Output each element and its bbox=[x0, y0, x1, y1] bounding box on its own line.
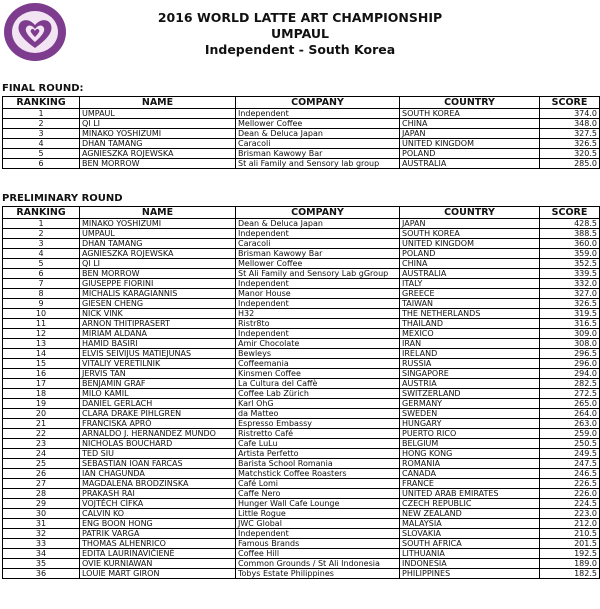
table-header-row bbox=[3, 207, 600, 219]
col-name: NAME bbox=[80, 207, 236, 219]
cell-score: 326.5 bbox=[540, 299, 600, 309]
cell-rank: 12 bbox=[3, 329, 80, 339]
table-row bbox=[3, 489, 600, 499]
cell-score: 201.5 bbox=[540, 539, 600, 549]
cell-name: DANIEL GERLACH bbox=[80, 399, 236, 409]
cell-score: 348.0 bbox=[540, 119, 600, 129]
cell-country: THE NETHERLANDS bbox=[400, 309, 540, 319]
cell-name: QI LI bbox=[80, 119, 236, 129]
cell-score: 226.0 bbox=[540, 489, 600, 499]
cell-rank: 30 bbox=[3, 509, 80, 519]
cell-score: 316.5 bbox=[540, 319, 600, 329]
cell-score: 246.5 bbox=[540, 469, 600, 479]
cell-name: MILO KAMIL bbox=[80, 389, 236, 399]
cell-country: CHINA bbox=[400, 119, 540, 129]
cell-name: DHAN TAMANG bbox=[80, 239, 236, 249]
cell-company: Mellower Coffee bbox=[236, 119, 400, 129]
cell-name: MINAKO YOSHIZUMI bbox=[80, 219, 236, 229]
table-row bbox=[3, 429, 600, 439]
cell-score: 309.0 bbox=[540, 329, 600, 339]
cell-score: 247.5 bbox=[540, 459, 600, 469]
cell-company: St ali Family and Sensory lab group bbox=[236, 159, 400, 169]
table-row bbox=[3, 439, 600, 449]
table-row bbox=[3, 399, 600, 409]
final-round-title: FINAL ROUND: bbox=[2, 83, 84, 94]
table-row bbox=[3, 519, 600, 529]
cell-country: AUSTRALIA bbox=[400, 159, 540, 169]
cell-rank: 11 bbox=[3, 319, 80, 329]
table-row bbox=[3, 299, 600, 309]
cell-country: CANADA bbox=[400, 469, 540, 479]
cell-score: 189.0 bbox=[540, 559, 600, 569]
cell-name: GIESEN CHENG bbox=[80, 299, 236, 309]
cell-rank: 15 bbox=[3, 359, 80, 369]
cell-country: IRELAND bbox=[400, 349, 540, 359]
cell-country: MEXICO bbox=[400, 329, 540, 339]
table-row bbox=[3, 359, 600, 369]
table-row bbox=[3, 159, 600, 169]
cell-score: 339.5 bbox=[540, 269, 600, 279]
cell-score: 308.0 bbox=[540, 339, 600, 349]
cell-score: 352.5 bbox=[540, 259, 600, 269]
cell-rank: 13 bbox=[3, 339, 80, 349]
cell-company: Caracoli bbox=[236, 139, 400, 149]
cell-company: Barista School Romania bbox=[236, 459, 400, 469]
cell-country: SWITZERLAND bbox=[400, 389, 540, 399]
cell-company: Karl OhG bbox=[236, 399, 400, 409]
cell-country: THAILAND bbox=[400, 319, 540, 329]
cell-company: Coffee Hill bbox=[236, 549, 400, 559]
cell-rank: 10 bbox=[3, 309, 80, 319]
table-row bbox=[3, 459, 600, 469]
cell-name: VITALIY VERETILNIK bbox=[80, 359, 236, 369]
col-score: SCORE bbox=[540, 97, 600, 109]
cell-rank: 23 bbox=[3, 439, 80, 449]
cell-country: HUNGARY bbox=[400, 419, 540, 429]
cell-score: 249.5 bbox=[540, 449, 600, 459]
cell-rank: 5 bbox=[3, 259, 80, 269]
cell-rank: 4 bbox=[3, 249, 80, 259]
table-header-row bbox=[3, 97, 600, 109]
table-row bbox=[3, 499, 600, 509]
cell-country: UNITED KINGDOM bbox=[400, 239, 540, 249]
cell-name: BEN MORROW bbox=[80, 159, 236, 169]
cell-name: HAMID BASIRI bbox=[80, 339, 236, 349]
table-row bbox=[3, 229, 600, 239]
cell-score: 210.5 bbox=[540, 529, 600, 539]
cell-company: Independent bbox=[236, 529, 400, 539]
cell-company: H32 bbox=[236, 309, 400, 319]
cell-score: 319.5 bbox=[540, 309, 600, 319]
table-row bbox=[3, 469, 600, 479]
cell-company: Hunger Wall Cafe Lounge bbox=[236, 499, 400, 509]
cell-name: TED SIU bbox=[80, 449, 236, 459]
cell-score: 192.5 bbox=[540, 549, 600, 559]
cell-score: 212.0 bbox=[540, 519, 600, 529]
cell-rank: 5 bbox=[3, 149, 80, 159]
table-row bbox=[3, 389, 600, 399]
cell-company: Independent bbox=[236, 329, 400, 339]
cell-company: Espresso Embassy bbox=[236, 419, 400, 429]
table-row bbox=[3, 529, 600, 539]
cell-country: ROMANIA bbox=[400, 459, 540, 469]
cell-company: Brisman Kawowy Bar bbox=[236, 149, 400, 159]
cell-rank: 33 bbox=[3, 539, 80, 549]
cell-rank: 31 bbox=[3, 519, 80, 529]
cell-rank: 14 bbox=[3, 349, 80, 359]
cell-name: CALVIN KO bbox=[80, 509, 236, 519]
cell-score: 359.0 bbox=[540, 249, 600, 259]
cell-country: SOUTH AFRICA bbox=[400, 539, 540, 549]
cell-score: 428.5 bbox=[540, 219, 600, 229]
cell-score: 263.0 bbox=[540, 419, 600, 429]
table-row bbox=[3, 509, 600, 519]
cell-name: ARNALDO J. HERNANDEZ MUNDO bbox=[80, 429, 236, 439]
cell-country: PUERTO RICO bbox=[400, 429, 540, 439]
cell-name: BENJAMIN GRAF bbox=[80, 379, 236, 389]
cell-country: PHILIPPINES bbox=[400, 569, 540, 579]
col-ranking: RANKING bbox=[3, 207, 80, 219]
table-row bbox=[3, 309, 600, 319]
table-row bbox=[3, 119, 600, 129]
cell-rank: 9 bbox=[3, 299, 80, 309]
cell-rank: 8 bbox=[3, 289, 80, 299]
final-round-table bbox=[2, 96, 600, 169]
cell-score: 332.0 bbox=[540, 279, 600, 289]
cell-rank: 3 bbox=[3, 239, 80, 249]
table-row bbox=[3, 449, 600, 459]
cell-name: ENG BOON HONG bbox=[80, 519, 236, 529]
cell-company: Manor House bbox=[236, 289, 400, 299]
table-row bbox=[3, 109, 600, 119]
cell-country: SOUTH KOREA bbox=[400, 109, 540, 119]
cell-rank: 1 bbox=[3, 219, 80, 229]
cell-rank: 24 bbox=[3, 449, 80, 459]
table-row bbox=[3, 549, 600, 559]
cell-company: Caracoli bbox=[236, 239, 400, 249]
cell-company: Independent bbox=[236, 279, 400, 289]
cell-name: FRANCISKA APRÓ bbox=[80, 419, 236, 429]
col-score: SCORE bbox=[540, 207, 600, 219]
cell-score: 360.0 bbox=[540, 239, 600, 249]
cell-country: UNITED KINGDOM bbox=[400, 139, 540, 149]
cell-country: POLAND bbox=[400, 249, 540, 259]
table-row bbox=[3, 319, 600, 329]
preliminary-rows bbox=[3, 219, 600, 579]
cell-country: FRANCE bbox=[400, 479, 540, 489]
cell-rank: 25 bbox=[3, 459, 80, 469]
cell-name: PATRIK VARGA bbox=[80, 529, 236, 539]
table-row bbox=[3, 219, 600, 229]
winner-name: UMPAUL bbox=[270, 26, 329, 41]
col-country: COUNTRY bbox=[400, 207, 540, 219]
cell-company: Café Lomi bbox=[236, 479, 400, 489]
cell-rank: 29 bbox=[3, 499, 80, 509]
cell-company: Common Grounds / St Ali Indonesia bbox=[236, 559, 400, 569]
cell-country: HONG KONG bbox=[400, 449, 540, 459]
table-row bbox=[3, 559, 600, 569]
cell-name: JERVIS TAN bbox=[80, 369, 236, 379]
cell-score: 327.5 bbox=[540, 129, 600, 139]
cell-rank: 7 bbox=[3, 279, 80, 289]
cell-name: LOUIE MART GIRON bbox=[80, 569, 236, 579]
cell-country: CHINA bbox=[400, 259, 540, 269]
table-row bbox=[3, 269, 600, 279]
cell-company: Independent bbox=[236, 299, 400, 309]
table-row bbox=[3, 539, 600, 549]
cell-country: IRAN bbox=[400, 339, 540, 349]
cell-score: 226.5 bbox=[540, 479, 600, 489]
col-company: COMPANY bbox=[236, 207, 400, 219]
cell-country: GERMANY bbox=[400, 399, 540, 409]
final-rows bbox=[3, 109, 600, 169]
cell-score: 326.5 bbox=[540, 139, 600, 149]
cell-company: Independent bbox=[236, 229, 400, 239]
cell-company: St Ali Family and Sensory Lab gGroup bbox=[236, 269, 400, 279]
cell-company: Coffee Lab Zürich bbox=[236, 389, 400, 399]
table-row bbox=[3, 259, 600, 269]
cell-country: GREECE bbox=[400, 289, 540, 299]
cell-company: Little Rogue bbox=[236, 509, 400, 519]
cell-company: Mellower Coffee bbox=[236, 259, 400, 269]
cell-company: Cafe LuLu bbox=[236, 439, 400, 449]
preliminary-round-title: PRELIMINARY ROUND bbox=[2, 193, 123, 204]
cell-name: IAN CHAGUNDA bbox=[80, 469, 236, 479]
cell-country: INDONESIA bbox=[400, 559, 540, 569]
cell-country: JAPAN bbox=[400, 219, 540, 229]
cell-company: Dean & Deluca Japan bbox=[236, 219, 400, 229]
cell-company: Tobys Estate Philippines bbox=[236, 569, 400, 579]
cell-country: MALAYSIA bbox=[400, 519, 540, 529]
cell-company: Independent bbox=[236, 109, 400, 119]
table-row bbox=[3, 139, 600, 149]
cell-name: DHAN TAMANG bbox=[80, 139, 236, 149]
col-country: COUNTRY bbox=[400, 97, 540, 109]
cell-score: 224.5 bbox=[540, 499, 600, 509]
cell-name: GIUSEPPE FIORINI bbox=[80, 279, 236, 289]
championship-title: 2016 WORLD LATTE ART CHAMPIONSHIP bbox=[157, 10, 443, 25]
cell-score: 296.5 bbox=[540, 349, 600, 359]
col-name: NAME bbox=[80, 97, 236, 109]
table-row bbox=[3, 339, 600, 349]
cell-company: Artista Perfetto bbox=[236, 449, 400, 459]
cell-country: TAIWAN bbox=[400, 299, 540, 309]
table-row bbox=[3, 249, 600, 259]
cell-country: LITHUANIA bbox=[400, 549, 540, 559]
cell-company: Matchstick Coffee Roasters bbox=[236, 469, 400, 479]
cell-country: POLAND bbox=[400, 149, 540, 159]
cell-name: MINAKO YOSHIZUMI bbox=[80, 129, 236, 139]
cell-rank: 4 bbox=[3, 139, 80, 149]
cell-rank: 6 bbox=[3, 159, 80, 169]
cell-company: Kinsmen Coffee bbox=[236, 369, 400, 379]
cell-name: SEBASTIAN IOAN FARCAS bbox=[80, 459, 236, 469]
cell-name: NICK VINK bbox=[80, 309, 236, 319]
cell-country: JAPAN bbox=[400, 129, 540, 139]
cell-score: 296.0 bbox=[540, 359, 600, 369]
cell-rank: 17 bbox=[3, 379, 80, 389]
cell-name: AGNIESZKA ROJEWSKA bbox=[80, 249, 236, 259]
table-row bbox=[3, 129, 600, 139]
cell-name: QI LI bbox=[80, 259, 236, 269]
cell-name: ARNON THITIPRASERT bbox=[80, 319, 236, 329]
cell-name: MAGDALENA BRODZINSKA bbox=[80, 479, 236, 489]
cell-company: JWC Global bbox=[236, 519, 400, 529]
cell-rank: 22 bbox=[3, 429, 80, 439]
cell-rank: 36 bbox=[3, 569, 80, 579]
table-row bbox=[3, 409, 600, 419]
cell-country: UNITED ARAB EMIRATES bbox=[400, 489, 540, 499]
preliminary-round-table bbox=[2, 206, 600, 579]
cell-country: AUSTRALIA bbox=[400, 269, 540, 279]
cell-name: MICHALIS KARAGIANNIS bbox=[80, 289, 236, 299]
cell-country: RUSSIA bbox=[400, 359, 540, 369]
cell-name: NICHOLAS BOUCHARD bbox=[80, 439, 236, 449]
cell-company: da Matteo bbox=[236, 409, 400, 419]
cell-company: Dean & Deluca Japan bbox=[236, 129, 400, 139]
page-header bbox=[0, 10, 600, 58]
cell-company: La Cultura del Caffè bbox=[236, 379, 400, 389]
cell-country: CZECH REPUBLIC bbox=[400, 499, 540, 509]
cell-score: 285.0 bbox=[540, 159, 600, 169]
cell-name: BEN MORROW bbox=[80, 269, 236, 279]
cell-rank: 1 bbox=[3, 109, 80, 119]
cell-company: Caffe Nero bbox=[236, 489, 400, 499]
cell-name: PRAKASH RAI bbox=[80, 489, 236, 499]
cell-name: AGNIESZKA ROJEWSKA bbox=[80, 149, 236, 159]
cell-company: Amir Chocolate bbox=[236, 339, 400, 349]
cell-country: SWEDEN bbox=[400, 409, 540, 419]
winner-affiliation: Independent - South Korea bbox=[204, 42, 396, 57]
cell-score: 265.0 bbox=[540, 399, 600, 409]
cell-name: OVIE KURNIAWAN bbox=[80, 559, 236, 569]
cell-rank: 21 bbox=[3, 419, 80, 429]
cell-rank: 18 bbox=[3, 389, 80, 399]
cell-rank: 27 bbox=[3, 479, 80, 489]
cell-name: UMPAUL bbox=[80, 109, 236, 119]
cell-rank: 19 bbox=[3, 399, 80, 409]
table-row bbox=[3, 379, 600, 389]
cell-rank: 34 bbox=[3, 549, 80, 559]
table-row bbox=[3, 329, 600, 339]
cell-country: NEW ZEALAND bbox=[400, 509, 540, 519]
cell-score: 223.0 bbox=[540, 509, 600, 519]
cell-rank: 35 bbox=[3, 559, 80, 569]
cell-name: MIRIAM ALDANA bbox=[80, 329, 236, 339]
cell-rank: 26 bbox=[3, 469, 80, 479]
cell-score: 374.0 bbox=[540, 109, 600, 119]
cell-rank: 3 bbox=[3, 129, 80, 139]
cell-rank: 2 bbox=[3, 119, 80, 129]
cell-company: Ristr8to bbox=[236, 319, 400, 329]
cell-score: 264.0 bbox=[540, 409, 600, 419]
cell-score: 182.5 bbox=[540, 569, 600, 579]
cell-score: 327.0 bbox=[540, 289, 600, 299]
cell-name: UMPAUL bbox=[80, 229, 236, 239]
cell-name: THOMAS ALHENRICO bbox=[80, 539, 236, 549]
cell-rank: 28 bbox=[3, 489, 80, 499]
cell-score: 294.0 bbox=[540, 369, 600, 379]
table-row bbox=[3, 239, 600, 249]
cell-name: VOJTĚCH CÍFKA bbox=[80, 499, 236, 509]
cell-score: 272.5 bbox=[540, 389, 600, 399]
cell-company: Ristretto Café bbox=[236, 429, 400, 439]
cell-country: BELGIUM bbox=[400, 439, 540, 449]
cell-country: SLOVAKIA bbox=[400, 529, 540, 539]
cell-country: AUSTRIA bbox=[400, 379, 540, 389]
cell-rank: 20 bbox=[3, 409, 80, 419]
cell-rank: 6 bbox=[3, 269, 80, 279]
col-company: COMPANY bbox=[236, 97, 400, 109]
cell-country: SINGAPORE bbox=[400, 369, 540, 379]
cell-company: Coffeemania bbox=[236, 359, 400, 369]
cell-company: Brisman Kawowy Bar bbox=[236, 249, 400, 259]
table-row bbox=[3, 419, 600, 429]
cell-score: 259.0 bbox=[540, 429, 600, 439]
cell-score: 250.5 bbox=[540, 439, 600, 449]
cell-score: 320.5 bbox=[540, 149, 600, 159]
cell-score: 282.5 bbox=[540, 379, 600, 389]
cell-name: CLARA DRAKE PIHLGREN bbox=[80, 409, 236, 419]
table-row bbox=[3, 569, 600, 579]
col-ranking: RANKING bbox=[3, 97, 80, 109]
cell-rank: 2 bbox=[3, 229, 80, 239]
cell-country: SOUTH KOREA bbox=[400, 229, 540, 239]
cell-name: ELVIS SEIVIJUS MATIEJUNAS bbox=[80, 349, 236, 359]
table-row bbox=[3, 369, 600, 379]
cell-name: EDITA LAURINAVIČIENĖ bbox=[80, 549, 236, 559]
table-row bbox=[3, 479, 600, 489]
table-row bbox=[3, 289, 600, 299]
cell-rank: 32 bbox=[3, 529, 80, 539]
table-row bbox=[3, 149, 600, 159]
table-row bbox=[3, 349, 600, 359]
cell-company: Bewleys bbox=[236, 349, 400, 359]
cell-country: ITALY bbox=[400, 279, 540, 289]
cell-company: Famous Brands bbox=[236, 539, 400, 549]
table-row bbox=[3, 279, 600, 289]
cell-rank: 16 bbox=[3, 369, 80, 379]
cell-score: 388.5 bbox=[540, 229, 600, 239]
